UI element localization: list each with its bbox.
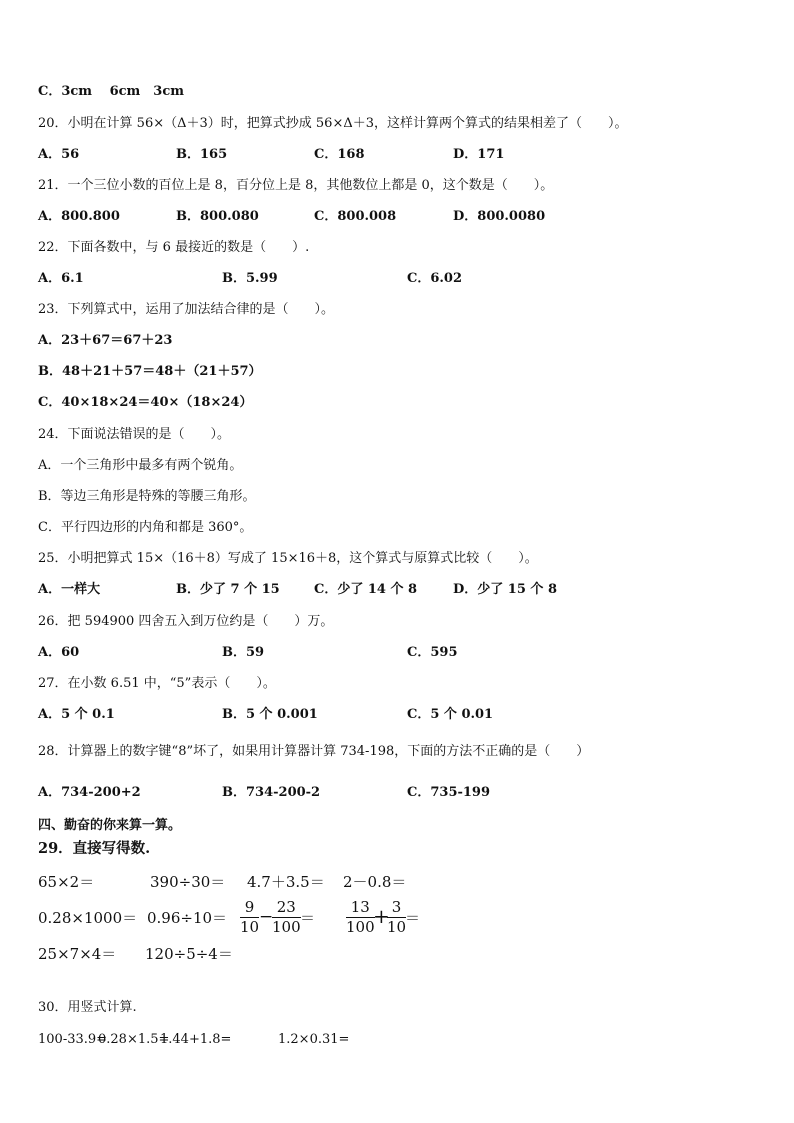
q20-option-b: B．165 [176,147,228,162]
q26-option-a: A．60 [38,645,80,660]
denominator: 100 [346,918,375,936]
numerator: 9 [244,898,255,916]
q25-option-a: A．一样大 [38,582,101,597]
q20-option-d: D．171 [453,147,505,162]
q29-fraction-9-10 [240,899,259,936]
q29-item-10: 120÷5÷4＝ [145,945,233,963]
q27-option-b: B．5 个 0.001 [222,707,318,722]
q24-option-c: C．平行四边形的内角和都是 360°。 [38,520,253,535]
q29-item-9: 25×7×4＝ [38,945,117,963]
q24-stem: 24．下面说法错误的是（ ）。 [38,427,231,442]
q25-option-d: D．少了 15 个 8 [453,582,557,597]
q29-fraction-23-100 [272,899,301,936]
numerator: 13 [350,898,370,916]
q23-option-a: A．23＋67＝67＋23 [38,333,173,348]
q28-option-c: C．735-199 [407,785,491,800]
q24-option-b: B．等边三角形是特殊的等腰三角形。 [38,489,256,504]
equals-sign: ＝ [300,909,316,927]
minus-sign: − [259,907,274,927]
plus-sign: + [373,904,390,928]
denominator: 10 [387,918,407,936]
q30-item-2: 0.28×1.5= [98,1032,170,1047]
q25-option-b: B．少了 7 个 15 [176,582,280,597]
q30-item-1: 100-33.9= [38,1032,108,1047]
q20-stem: 20．小明在计算 56×（Δ＋3）时，把算式抄成 56×Δ＋3，这样计算两个算式的结果相差了（ ）。 [38,116,628,131]
section-4-title: 四、勤奋的你来算一算。 [38,818,182,833]
q30-item-4: 1.2×0.31= [278,1032,350,1047]
q22-option-b: B．5.99 [222,271,278,286]
q21-option-d: D．800.0080 [453,209,546,224]
equals-sign: ＝ [405,909,421,927]
q20-option-c: C．168 [314,147,365,162]
numerator: 3 [391,898,402,916]
numerator: 23 [276,898,296,916]
q29-item-3: 4.7＋3.5＝ [247,873,325,891]
q21-option-c: C．800.008 [314,209,397,224]
q25-stem: 25．小明把算式 15×（16＋8）写成了 15×16＋8，这个算式与原算式比较（ ）。 [38,551,538,566]
q29-item-6: 0.96÷10＝ [147,909,228,927]
q29-item-1: 65×2＝ [38,873,95,891]
q20-option-a: A．56 [38,147,80,162]
q28-option-a: A．734-200+2 [38,785,141,800]
q22-option-a: A．6.1 [38,271,84,286]
q24-option-a: A．一个三角形中最多有两个锐角。 [38,458,243,473]
q26-option-b: B．59 [222,645,265,660]
q29-fraction-13-100 [346,899,375,936]
q29-stem: 29．直接写得数. [38,840,151,857]
q29-item-2: 390÷30＝ [150,873,226,891]
q21-option-a: A．800.800 [38,209,120,224]
q29-item-4: 2－0.8＝ [343,873,407,891]
q23-stem: 23．下列算式中，运用了加法结合律的是（ ）。 [38,302,335,317]
q29-item-5: 0.28×1000＝ [38,909,138,927]
q21-option-b: B．800.080 [176,209,259,224]
q25-option-c: C．少了 14 个 8 [314,582,418,597]
q27-option-a: A．5 个 0.1 [38,707,115,722]
q30-item-3: 1.44+1.8= [160,1032,232,1047]
q23-option-b: B．48＋21＋57＝48＋（21＋57） [38,364,262,379]
denominator: 10 [240,918,260,936]
q21-stem: 21．一个三位小数的百位上是 8，百分位上是 8，其他数位上都是 0，这个数是（ ）。 [38,178,554,193]
q22-option-c: C．6.02 [407,271,463,286]
q29-fraction-3-10 [387,899,406,936]
q22-stem: 22．下面各数中，与 6 最接近的数是（ ）. [38,240,310,255]
q28-stem: 28．计算器上的数字键“8”坏了，如果用计算器计算 734-198，下面的方法不正确的是（ ） [38,744,590,759]
q26-option-c: C．595 [407,645,458,660]
q27-option-c: C．5 个 0.01 [407,707,494,722]
denominator: 100 [272,918,301,936]
q30-stem: 30．用竖式计算. [38,1000,137,1015]
q19-option-c: C．3cm 6cm 3cm [38,84,185,99]
q23-option-c: C．40×18×24＝40×（18×24） [38,395,253,410]
q28-option-b: B．734-200-2 [222,785,321,800]
q26-stem: 26．把 594900 四舍五入到万位约是（ ）万。 [38,614,334,629]
q27-stem: 27．在小数 6.51 中，“5”表示（ ）。 [38,676,276,691]
